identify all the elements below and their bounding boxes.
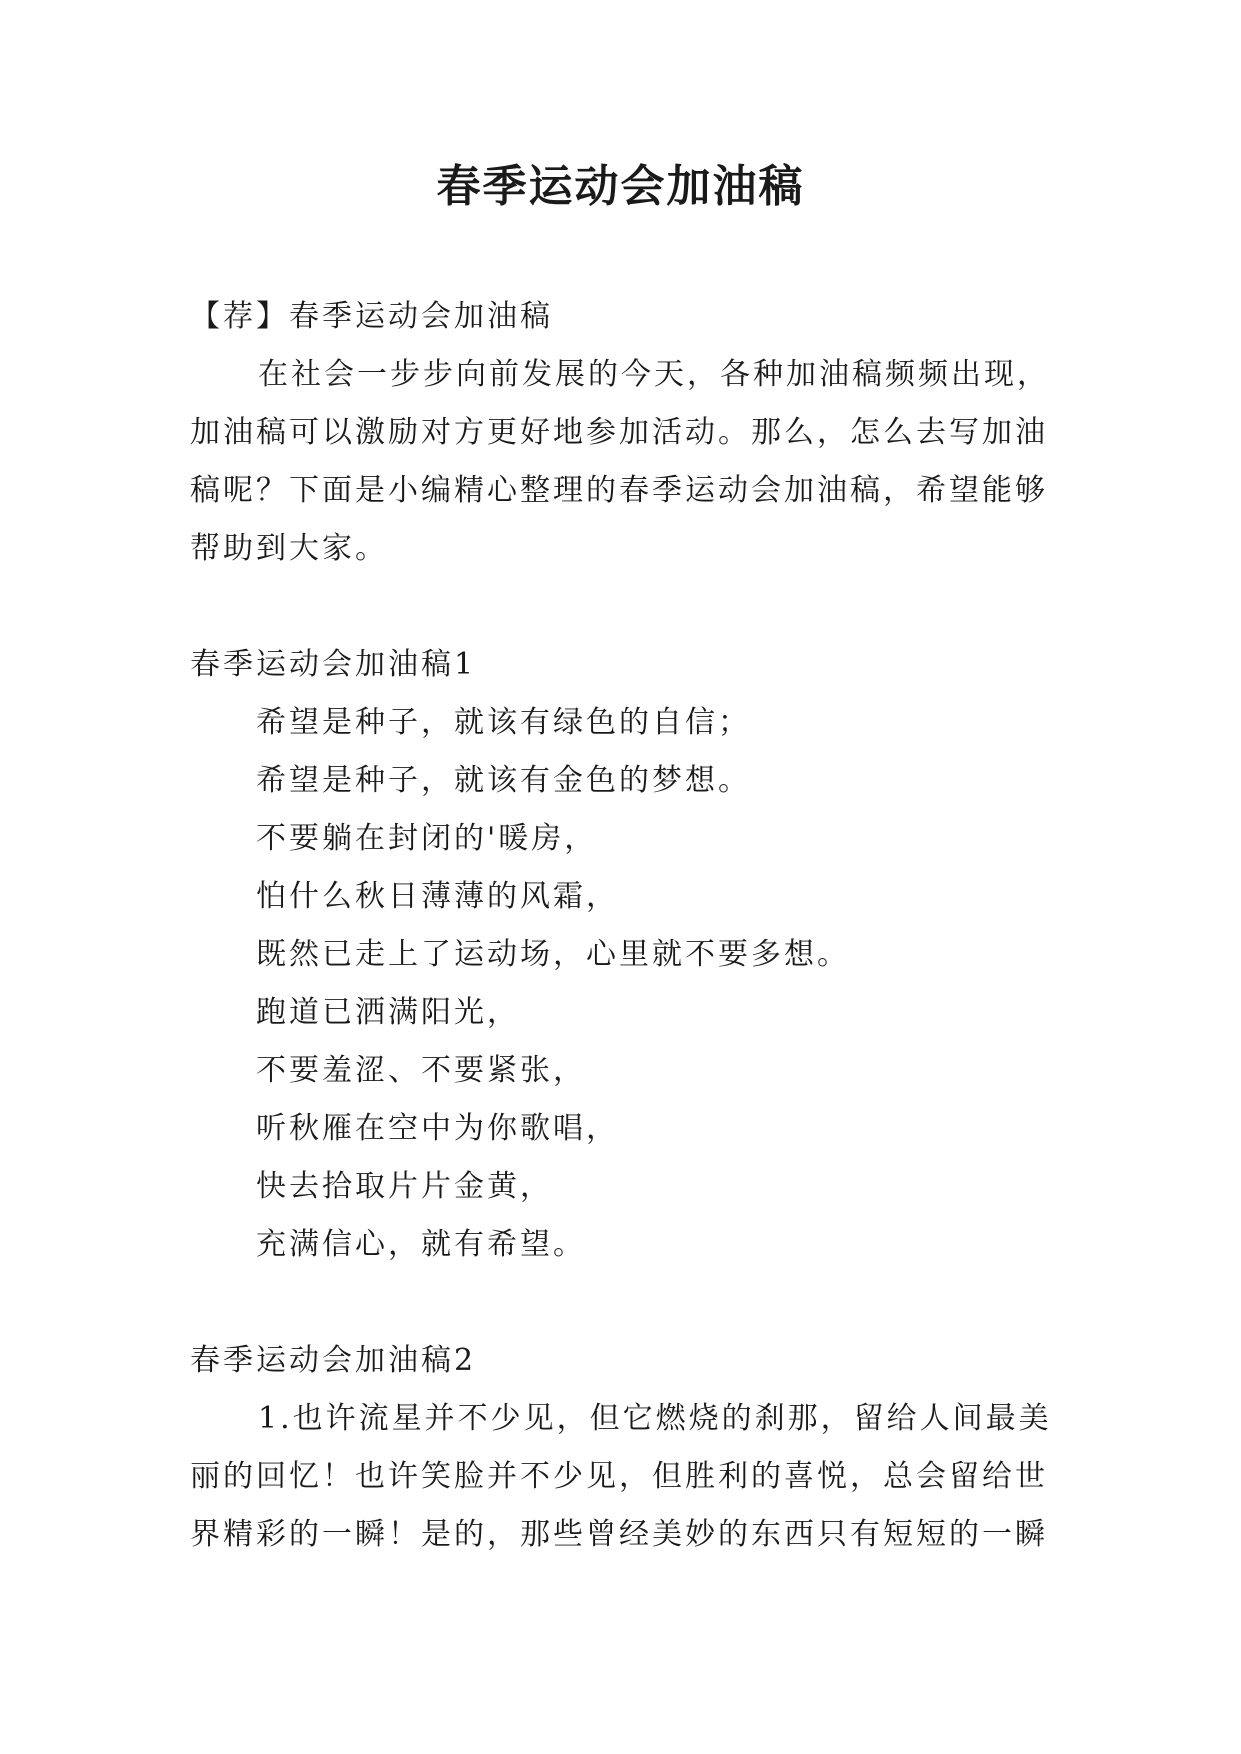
verse-line: 怕什么秋日薄薄的风霜， (256, 879, 619, 914)
document-title: 春季运动会加油稿 (436, 161, 805, 212)
verse-line: 希望是种子，就该有金色的梦想。 (256, 763, 751, 798)
intro-paragraph: 在社会一步步向前发展的今天，各种加油稿频频出现，加油稿可以激励对方更好地参加活动。那么，怎么去写加油稿呢？下面是小编精心整理的春季运动会加油稿，希望能够帮助到大家。 (190, 357, 1050, 566)
document-body (190, 288, 1060, 1564)
section-2-paragraph: 1.也许流星并不少见，但它燃烧的刹那，留给人间最美丽的回忆！也许笑脸并不少见，但胜利的喜悦，总会留给世界精彩的一瞬！是的，那些曾经美妙的东西只有短短的一瞬 (190, 1401, 1052, 1552)
section-2-heading: 春季运动会加油稿2 (190, 1343, 477, 1378)
spacer (190, 1274, 1060, 1332)
section-1-heading: 春季运动会加油稿1 (190, 647, 477, 682)
verse-line: 希望是种子，就该有绿色的自信； (256, 705, 751, 740)
recommend-line: 【荐】春季运动会加油稿 (190, 299, 553, 334)
verse-line: 不要躺在封闭的'暖房， (256, 821, 598, 856)
verse-line: 既然已走上了运动场，心里就不要多想。 (256, 937, 850, 972)
verse-line: 快去拾取片片金黄， (256, 1169, 553, 1204)
spacer (190, 578, 1060, 636)
verse-line: 听秋雁在空中为你歌唱， (256, 1111, 619, 1146)
verse-line: 跑道已洒满阳光， (256, 995, 520, 1030)
verse-line: 充满信心，就有希望。 (256, 1227, 586, 1262)
verse-line: 不要羞涩、不要紧张， (256, 1053, 586, 1088)
